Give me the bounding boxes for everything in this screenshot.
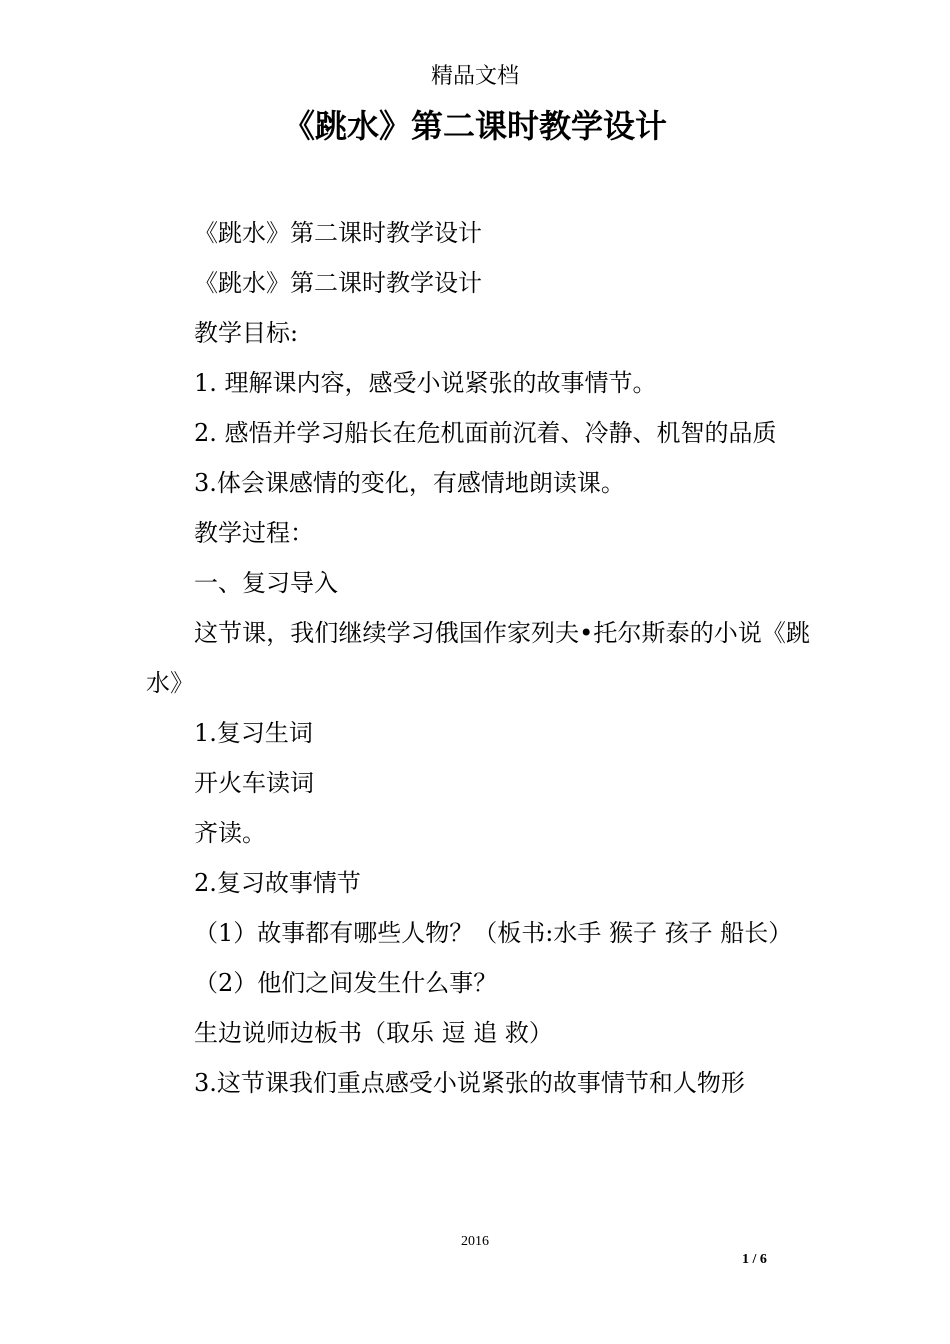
paragraph: 教学目标: <box>194 319 299 347</box>
paragraph: 生边说师边板书（取乐 逗 追 救） <box>194 1019 553 1047</box>
paragraph: 3.体会课感情的变化，有感情地朗读课。 <box>194 469 625 497</box>
paragraph: 一、复习导入 <box>194 569 338 597</box>
paragraph: 教学过程： <box>194 519 314 547</box>
running-header: 精品文档 <box>430 64 519 89</box>
paragraph: （2）他们之间发生什么事？ <box>194 969 498 997</box>
document-title: 《跳水》第二课时教学设计 <box>282 107 667 145</box>
paragraph: 齐读。 <box>194 819 266 847</box>
paragraph: 2. 感悟并学习船长在危机面前沉着、冷静、机智的品质 <box>194 419 777 447</box>
paragraph: 1. 理解课内容，感受小说紧张的故事情节。 <box>194 369 657 397</box>
page-number: 1 / 6 <box>742 1252 767 1267</box>
paragraph: 3.这节课我们重点感受小说紧张的故事情节和人物形 <box>194 1069 745 1097</box>
paragraph: （1）故事都有哪些人物？（板书:水手 猴子 孩子 船长） <box>194 919 793 947</box>
footer-year: 2016 <box>461 1234 489 1249</box>
paragraph: 《跳水》第二课时教学设计 <box>194 269 482 297</box>
paragraph: 1.复习生词 <box>194 719 313 747</box>
document-body <box>146 208 810 1108</box>
paragraph: 2.复习故事情节 <box>194 869 361 897</box>
paragraph: 开火车读词 <box>194 769 314 797</box>
paragraph: 《跳水》第二课时教学设计 <box>194 219 482 247</box>
paragraph: 这节课，我们继续学习俄国作家列夫•托尔斯泰的小说《跳水》 <box>146 619 810 697</box>
